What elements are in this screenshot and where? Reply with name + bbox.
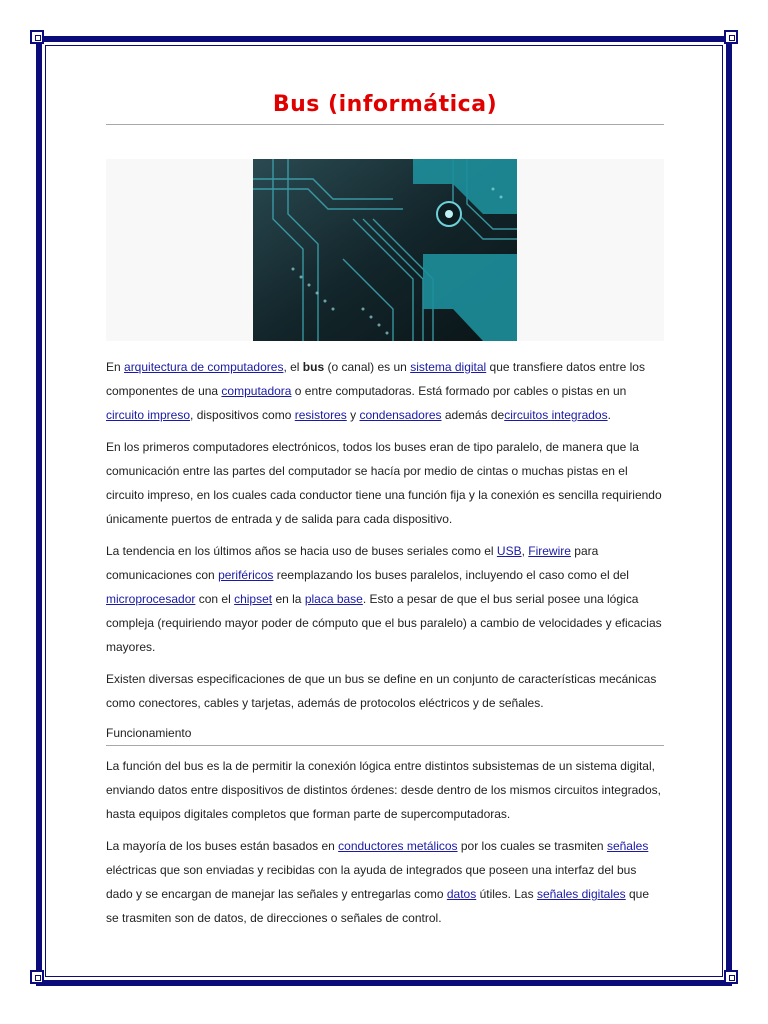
link-sistema-digital[interactable]: sistema digital <box>410 360 487 374</box>
corner-ornament <box>30 30 44 44</box>
link-microprocesador[interactable]: microprocesador <box>106 592 196 606</box>
paragraph-intro: En arquitectura de computadores, el bus (o canal) es un sistema digital que transfiere datos entre los componentes de una computadora o entre computadoras. Está formado por cables o pistas en un circuito impreso, dispositivos como resistores y condensadores además decircuitos integrados. <box>106 360 645 422</box>
paragraph-specs: Existen diversas especificaciones de que un bus se define en un conjunto de características mecánicas como conectores, cables y tarjetas, además de protocolos eléctricos y de señales. <box>106 672 657 710</box>
circuit-board-image <box>253 159 517 341</box>
link-computadora[interactable]: computadora <box>221 384 292 398</box>
paragraph-function: La función del bus es la de permitir la conexión lógica entre distintos subsistemas de un sistema digital, enviando datos entre dispositivos de distintos órdenes: desde dentro de los mismos circuitos integrados, hasta equipos digitales completos que forman parte de supercomputadoras. <box>106 759 661 821</box>
link-senales[interactable]: señales <box>606 839 649 853</box>
link-usb[interactable]: USB <box>496 544 522 558</box>
link-chipset[interactable]: chipset <box>234 592 273 606</box>
link-firewire[interactable]: Firewire <box>528 544 571 558</box>
article <box>106 90 664 930</box>
paragraph-history: En los primeros computadores electrónicos, todos los buses eran de tipo paralelo, de manera que la comunicación entre las partes del computador se hacía por medio de cintas o muchas pistas en el circuito impreso, en los cuales cada conductor tiene una función fija y la conexión es sencilla requiriendo únicamente puertos de entrada y de salida para cada dispositivo. <box>106 440 662 526</box>
link-placa-base[interactable]: placa base <box>304 592 363 606</box>
image-container <box>106 159 664 341</box>
page-title: Bus (informática) <box>106 90 664 125</box>
corner-ornament <box>724 970 738 984</box>
section-heading: Funcionamiento <box>106 721 664 746</box>
link-conductores-metalicos[interactable]: conductores metálicos <box>338 839 458 853</box>
link-senales-digitales[interactable]: señales digitales <box>536 887 626 901</box>
link-datos[interactable]: datos <box>446 887 477 901</box>
corner-ornament <box>724 30 738 44</box>
paragraph-trend: La tendencia en los últimos años se hacia uso de buses seriales como el USB, Firewire para comunicaciones con periféricos reemplazando los buses paralelos, incluyendo el caso como el del microprocesador con el chipset en la placa base. Esto a pesar de que el bus serial posee una lógica compleja (requiriendo mayor poder de cómputo que el bus paralelo) a cambio de velocidades y eficacias mayores. <box>106 544 662 654</box>
bold-term: bus <box>302 360 325 374</box>
paragraph-conductors: La mayoría de los buses están basados en conductores metálicos por los cuales se trasmiten señales eléctricas que son enviadas y recibidas con la ayuda de integrados que poseen una interfaz del bus dado y se encargan de manejar las señales y entregarlas como datos útiles. Las señales digitales que se trasmiten son de datos, de direcciones o señales de control. <box>106 839 650 925</box>
link-condensadores[interactable]: condensadores <box>359 408 442 422</box>
corner-ornament <box>30 970 44 984</box>
link-circuitos-integrados[interactable]: circuitos integrados <box>504 408 608 422</box>
link-arquitectura-de-computadores[interactable]: arquitectura de computadores <box>124 360 284 374</box>
link-perifericos[interactable]: periféricos <box>218 568 274 582</box>
link-resistores[interactable]: resistores <box>294 408 347 422</box>
link-circuito-impreso[interactable]: circuito impreso <box>106 408 191 422</box>
